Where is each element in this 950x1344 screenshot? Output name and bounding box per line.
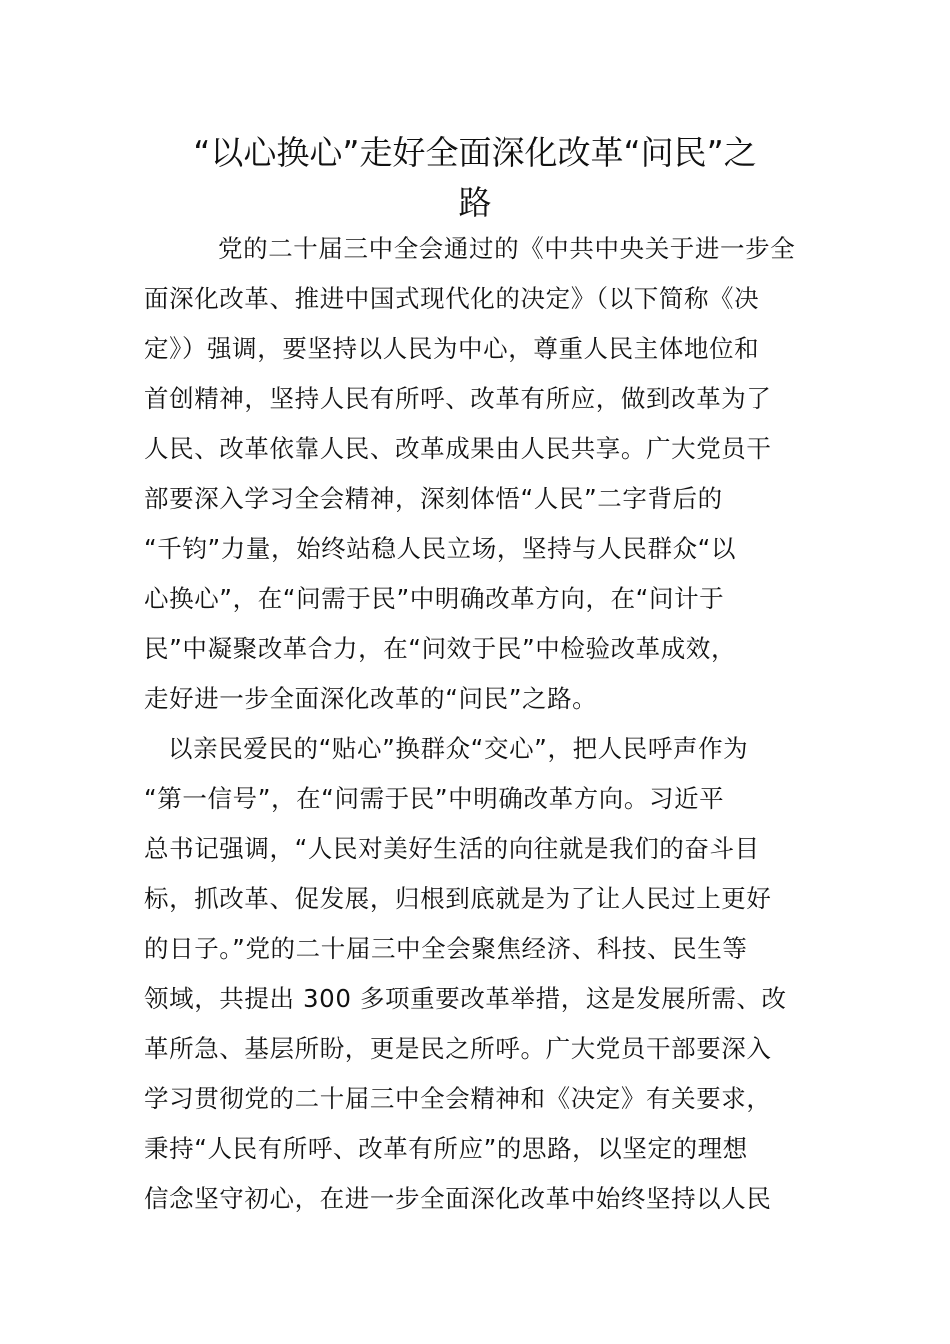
paragraph-line: 部要深入学习全会精神，深刻体悟“人民”二字背后的 xyxy=(144,484,723,513)
document-body xyxy=(144,224,814,1224)
paragraph-line: 走好进一步全面深化改革的“问民”之路。 xyxy=(144,684,598,713)
paragraph-line: 学习贯彻党的二十届三中全会精神和《决定》有关要求， xyxy=(144,1084,772,1113)
paragraph-line: “千钧”力量，始终站稳人民立场，坚持与人民群众“以 xyxy=(144,534,737,563)
paragraph-line: 以亲民爱民的“贴心”换群众“交心”，把人民呼声作为 xyxy=(168,734,749,763)
paragraph-line: 革所急、基层所盼，更是民之所呼。广大党员干部要深入 xyxy=(144,1034,772,1063)
paragraph-line: 民”中凝聚改革合力，在“问效于民”中检验改革成效， xyxy=(144,634,737,663)
paragraph-line: 秉持“人民有所呼、改革有所应”的思路，以坚定的理想 xyxy=(144,1134,748,1163)
paragraph-line: 信念坚守初心，在进一步全面深化改革中始终坚持以人民 xyxy=(144,1184,772,1213)
paragraph-line: 的日子。”党的二十届三中全会聚焦经济、科技、民生等 xyxy=(144,934,748,963)
title-line-1: “以心换心”走好全面深化改革“问民”之 xyxy=(193,133,757,172)
paragraph-line: 总书记强调，“人民对美好生活的向往就是我们的奋斗目 xyxy=(144,834,760,863)
title-line-2: 路 xyxy=(458,183,492,222)
paragraph-line: “第一信号”，在“问需于民”中明确改革方向。习近平 xyxy=(144,784,725,813)
paragraph-line: 面深化改革、推进中国式现代化的决定》（以下简称《决 xyxy=(144,284,760,313)
paragraph-line: 党的二十届三中全会通过的《中共中央关于进一步全 xyxy=(218,234,796,263)
document-title xyxy=(130,128,820,228)
paragraph-1 xyxy=(144,224,814,724)
paragraph-line: 领域，共提出 300 多项重要改革举措，这是发展所需、改 xyxy=(144,984,787,1013)
paragraph-line: 定》）强调，要坚持以人民为中心，尊重人民主体地位和 xyxy=(144,334,760,363)
paragraph-line: 首创精神，坚持人民有所呼、改革有所应，做到改革为了 xyxy=(144,384,772,413)
paragraph-line: 标，抓改革、促发展，归根到底就是为了让人民过上更好 xyxy=(144,884,772,913)
paragraph-line: 心换心”，在“问需于民”中明确改革方向，在“问计于 xyxy=(144,584,725,613)
paragraph-line: 人民、改革依靠人民、改革成果由人民共享。广大党员干 xyxy=(144,434,772,463)
paragraph-2 xyxy=(144,724,814,1224)
